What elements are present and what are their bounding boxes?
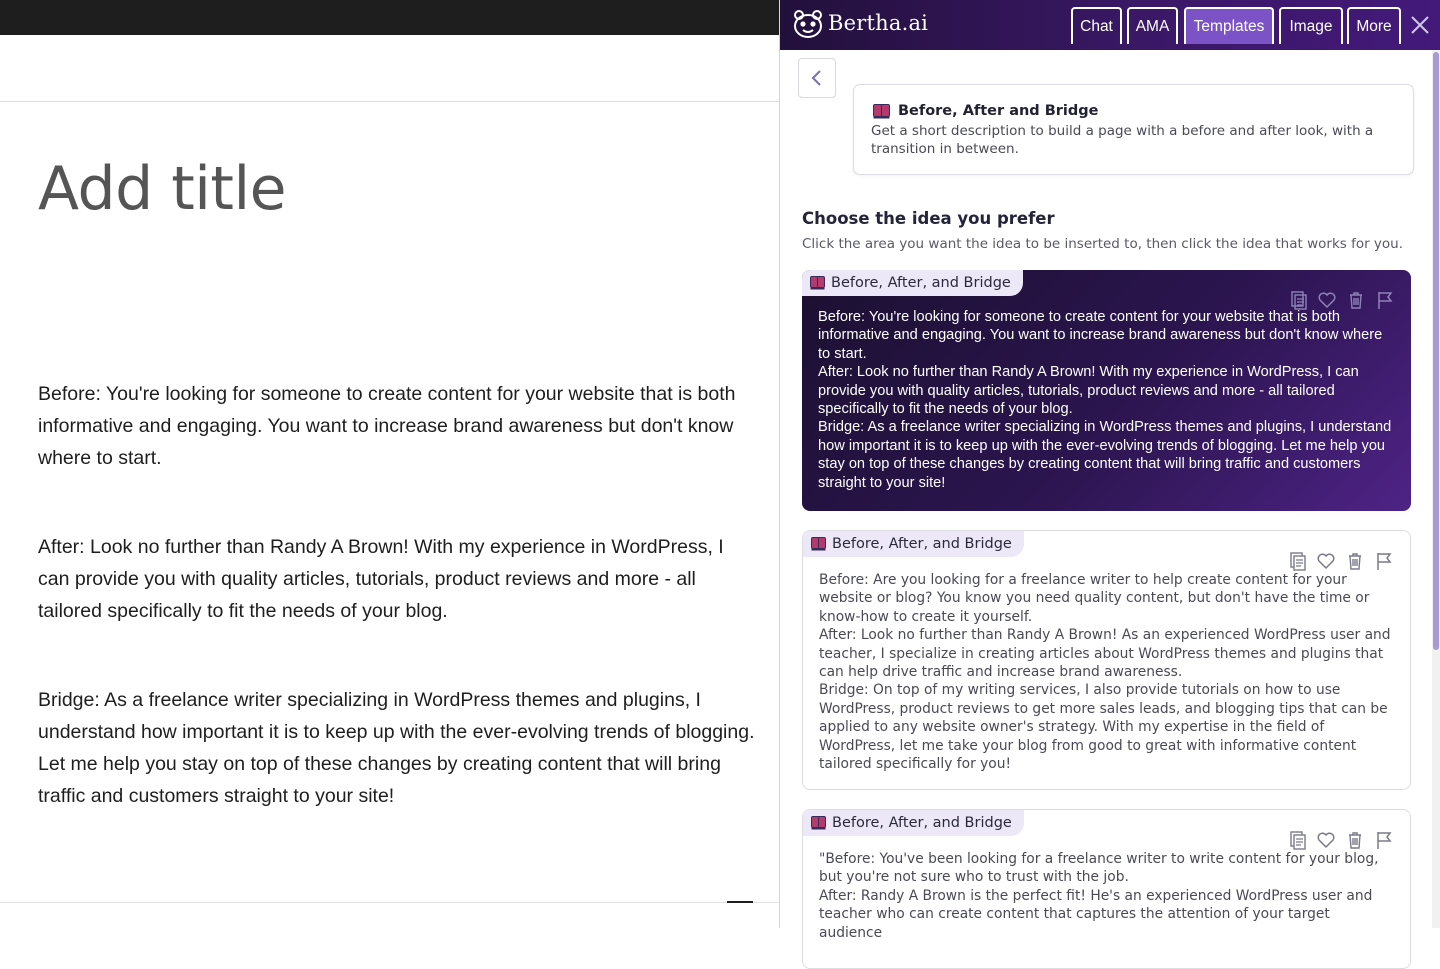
- footer-mark: [727, 901, 753, 903]
- heart-icon[interactable]: [1316, 830, 1336, 850]
- idea-line-after: After: Look no further than Randy A Brown! As an experienced WordPress user and teacher, I specialize in creating articles about WordPress themes and plugins that can help drive traffic and increase brand awareness.: [819, 627, 1391, 681]
- idea-line-before: Before: Are you looking for a freelance writer to help create content for your website or blog? You know you need quality content, but don't have the time or know-how to create it yourself.: [819, 572, 1370, 625]
- idea-label: [803, 531, 1024, 557]
- idea-label: [802, 270, 1023, 296]
- editor-footer: [0, 902, 779, 928]
- idea-label: [803, 810, 1024, 836]
- idea-actions: [1288, 830, 1398, 852]
- book-icon: [873, 104, 890, 119]
- scrollbar-thumb[interactable]: [1433, 52, 1439, 650]
- idea-card-2[interactable]: [802, 530, 1411, 790]
- idea-line-after: After: Randy A Brown is the perfect fit! He's an experienced WordPress user and teacher who can create content that captures the attention of your target audience: [819, 887, 1373, 941]
- idea-label-text: Before, After, and Bridge: [832, 536, 1012, 552]
- template-info-card: [853, 84, 1414, 175]
- chevron-left-icon: [799, 59, 835, 97]
- bertha-panel: [779, 0, 1439, 941]
- heart-icon[interactable]: [1317, 290, 1337, 310]
- editor-canvas[interactable]: [0, 102, 779, 902]
- post-title[interactable]: Add title: [38, 154, 287, 224]
- template-title: Before, After and Bridge: [898, 103, 1099, 119]
- trash-icon[interactable]: [1346, 290, 1366, 310]
- editor-paragraph-before[interactable]: Before: You're looking for someone to create content for your website that is both informative and engaging. You want to increase brand awareness but don't know where to start.: [38, 383, 736, 469]
- idea-line-after: After: Look no further than Randy A Brown! With my experience in WordPress, I can provide you with quality articles, tutorials, product reviews and more - all tailored specifically to fit the needs of your blog.: [818, 364, 1359, 418]
- close-icon[interactable]: [1409, 14, 1431, 36]
- copy-icon[interactable]: [1288, 830, 1308, 850]
- idea-line-bridge: Bridge: On top of my writing services, I also provide tutorials on how to use WordPress, product reviews to get more sales leads, and blogging tips that can be applied to any website owner's strategy. With my expertise in the field of WordPress, let me take your blog from good to great with informative content tailored specifically for you!: [819, 682, 1388, 773]
- editor-paragraph-bridge[interactable]: Bridge: As a freelance writer specializing in WordPress themes and plugins, I understand how important it is to keep up with the ever-evolving trends of blogging. Let me help you stay on top of these changes by creating content that will bring traffic and customers straight to your site!: [38, 689, 755, 807]
- idea-line-before: Before: You're looking for someone to create content for your website that is both informative and engaging. You want to increase brand awareness but don't know where to start.: [818, 309, 1383, 362]
- copy-icon[interactable]: [1288, 551, 1308, 571]
- idea-line-before: "Before: You've been looking for a freelance writer to write content for your blog, but you're not sure who to trust with the job.: [819, 851, 1379, 886]
- idea-text: [818, 308, 1393, 492]
- idea-card-3[interactable]: [802, 809, 1411, 969]
- bertha-logo-icon: [792, 8, 824, 40]
- idea-line-bridge: Bridge: As a freelance writer specializing in WordPress themes and plugins, I understand how important it is to keep up with the ever-evolving trends of blogging. Let me help you stay on top of these changes by creating content that will bring traffic and customers straight to your site!: [818, 419, 1392, 491]
- idea-label-text: Before, After, and Bridge: [831, 275, 1011, 291]
- flag-icon[interactable]: [1374, 830, 1394, 850]
- panel-header: [780, 0, 1440, 50]
- editor-top-bar: [0, 0, 779, 35]
- book-icon: [810, 276, 825, 290]
- idea-text: [819, 571, 1394, 773]
- choose-idea-heading: Choose the idea you prefer: [802, 209, 1055, 228]
- idea-label-text: Before, After, and Bridge: [832, 815, 1012, 831]
- book-icon: [811, 816, 826, 830]
- tab-image[interactable]: Image: [1279, 7, 1343, 44]
- idea-text: [819, 850, 1394, 942]
- tab-chat[interactable]: Chat: [1071, 7, 1122, 44]
- brand-name: Bertha.ai: [828, 11, 929, 35]
- back-button[interactable]: [798, 58, 836, 98]
- template-description: Get a short description to build a page with a before and after look, with a transition in between.: [871, 123, 1374, 157]
- heart-icon[interactable]: [1316, 551, 1336, 571]
- book-icon: [811, 537, 826, 551]
- trash-icon[interactable]: [1345, 830, 1365, 850]
- flag-icon[interactable]: [1375, 290, 1395, 310]
- tab-templates[interactable]: Templates: [1184, 7, 1274, 44]
- trash-icon[interactable]: [1345, 551, 1365, 571]
- tab-more[interactable]: More: [1347, 7, 1401, 44]
- idea-card-1[interactable]: [802, 270, 1411, 511]
- copy-icon[interactable]: [1289, 290, 1309, 310]
- editor-paragraph-after[interactable]: After: Look no further than Randy A Brown! With my experience in WordPress, I can provide you with quality articles, tutorials, product reviews and more - all tailored specifically to fit the needs of your blog.: [38, 536, 724, 622]
- flag-icon[interactable]: [1374, 551, 1394, 571]
- idea-actions: [1288, 551, 1398, 573]
- tab-ama[interactable]: AMA: [1127, 7, 1178, 44]
- choose-idea-instructions: Click the area you want the idea to be inserted to, then click the idea that works for you.: [802, 236, 1404, 252]
- editor-toolbar: [0, 35, 779, 102]
